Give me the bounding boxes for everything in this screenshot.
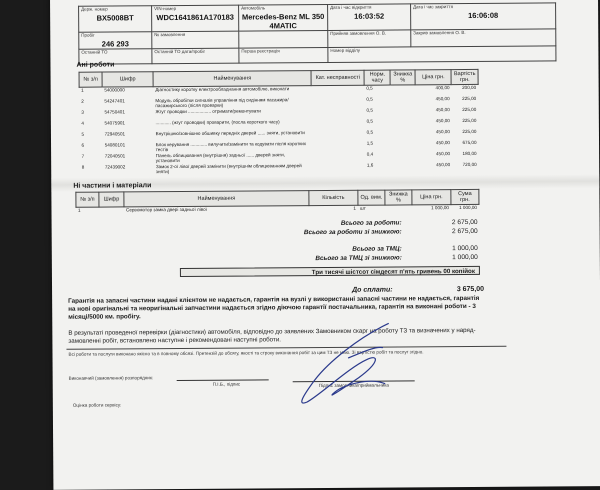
parts-discount-label: Всього за ТМЦ зі знижкою:	[315, 254, 402, 263]
cell-norm: 1,5	[366, 140, 374, 146]
cell-n: 2	[81, 98, 84, 104]
col-discount: Знижка %	[385, 190, 412, 205]
label-close: Дата і час закриття	[413, 4, 454, 10]
col-name: Найменування	[153, 71, 311, 87]
cell-norm: 0,5	[366, 129, 374, 135]
cell-name: ............ (жгут проводки) проварити, (посла короткого часу)	[155, 119, 280, 126]
col-category: Кат. несправності	[311, 70, 364, 85]
label-first-reg: Перша реєстрація	[241, 48, 280, 54]
pay-value: 3 675,00	[456, 285, 485, 294]
cell-total: 675,00	[462, 139, 477, 146]
cell-code: 54080101	[104, 142, 126, 148]
cell-code: 54247401	[104, 98, 125, 104]
cell-total: 225,00	[462, 128, 477, 135]
col-n: № з/п	[79, 72, 102, 87]
parts-discount-value: 1 000,00	[452, 253, 478, 262]
label-closed: Закрив замовлення О. В.	[413, 30, 466, 36]
label-dept: Номер відділу	[330, 47, 361, 53]
cell-code: 72040501	[104, 153, 126, 159]
plate-number: BX5008BT	[96, 13, 134, 23]
cell-unit: шт	[359, 205, 366, 211]
acceptance-text: Всі роботи та послуги виконано якісно та в повному обсязі. Претензій до обсягу, якості та строку виконання робіт за цим ТЗ не маю. Зі вартістю робіт та послуг згідно.	[68, 349, 424, 357]
cell-n: 1	[77, 207, 81, 213]
col-code: Шифр	[102, 72, 153, 87]
cell-code: 72940501	[104, 131, 126, 137]
cell-name: Внутрішню/зовнішню обшивку передніх дверей ...... зняти, установити	[155, 130, 305, 137]
cell-n: 7	[81, 153, 85, 159]
col-discount: Знижка %	[390, 70, 415, 85]
works-total-label: Всього за роботи:	[340, 219, 402, 227]
label-order: № замовлення	[154, 31, 186, 38]
works-table	[79, 69, 480, 176]
cell-norm: 0,4	[366, 151, 374, 157]
cell-norm: 0,5	[366, 85, 373, 91]
cell-total: 200,00	[462, 84, 477, 91]
cell-price: 450,00	[435, 96, 450, 102]
amount-in-words: Три тисячі шістсот сімдесят п'ять гривень 00 копійок	[180, 266, 480, 277]
cell-price: 450,00	[436, 162, 451, 168]
col-name: Найменування	[124, 191, 309, 207]
close-time: 16:06:08	[468, 10, 499, 20]
label-plate: Держ. номер	[81, 6, 108, 12]
cell-n: 8	[81, 164, 85, 170]
service-rating-label: Оцінка роботи сервісу:	[72, 402, 122, 408]
cell-code: 54075901	[104, 120, 126, 126]
works-discount-value: 2 675,00	[451, 227, 478, 236]
label-car: Автомобіль	[241, 5, 266, 11]
document-page	[50, 0, 600, 490]
open-time: 16:03:52	[354, 11, 385, 21]
col-total: Вартість грн.	[451, 69, 478, 84]
cell-code: 54000000	[104, 87, 125, 93]
cell-name: Замок 2-ої лівої дверей замінити (внутрішнім облицюванням дверей зняти)	[155, 163, 302, 175]
label-last-to-date: Останній ТО дата/пробіг	[154, 48, 206, 55]
cell-code: 54750401	[104, 109, 125, 115]
cell-price: 450,00	[435, 107, 450, 113]
cell-total: 720,00	[462, 161, 477, 168]
parts-section-title: Ні частини і матеріали	[73, 182, 152, 190]
parts-table	[75, 189, 479, 219]
cell-price: 450,00	[435, 140, 450, 146]
parts-total-value: 1 000,00	[452, 244, 478, 253]
parts-total-label: Всього за ТМЦ:	[352, 245, 402, 253]
cell-name: Діагностику коротку електрообладнання автомобілю, виконати	[155, 86, 290, 93]
col-total: Сума грн.	[451, 189, 479, 204]
cell-name: Блок керування ............. вилучити/замінити та кодувати після коротких тестів	[155, 141, 307, 153]
label-last-to: Останній ТО	[81, 49, 108, 55]
cell-price: 400,00	[435, 85, 450, 91]
cell-name: Панель облицювання (внутрішня) задньої ...... дверей зняти, установити	[155, 152, 285, 164]
cell-price: 450,00	[435, 118, 450, 124]
cell-price: 1 000,00	[431, 205, 449, 211]
mileage-value: 246 293	[101, 39, 129, 49]
cell-price: 450,00	[435, 151, 451, 157]
pib-label: П.І.Б., підпис	[212, 381, 241, 387]
cell-code: 72439002	[104, 164, 126, 170]
cell-norm: 1,6	[366, 162, 374, 168]
cell-code	[99, 207, 124, 219]
cell-total: 1 000,00	[459, 204, 477, 211]
col-qty: Кількість	[309, 190, 358, 205]
handwritten-signature	[288, 317, 399, 410]
cell-n: 1	[81, 87, 84, 93]
pay-label: До сплати:	[352, 286, 393, 294]
label-vin: VIN-номер	[154, 6, 177, 12]
cell-n: 3	[81, 109, 84, 115]
label-mileage: Пробіг	[81, 32, 95, 38]
cell-qty: 1	[353, 205, 357, 211]
cell-n: 6	[81, 142, 85, 148]
works-total-value: 2 675,00	[451, 218, 478, 227]
label-open: Дата і час відкриття	[330, 4, 372, 10]
vin-number: WDC1641861A170183	[156, 12, 234, 23]
inspection-result-text: В результаті проведеної перевірки (діагностики) автомобіля, відповідно до заявлених Замовником скарг на роботу ТЗ та визначених у наряд-замовленні робіт, встановлено наступне і рекомендовані наступні роботи.	[68, 326, 476, 345]
label-accepted: Прийняв замовлення О. В.	[330, 30, 387, 36]
customer-signature-label: Підпис замовника/приймальника	[318, 382, 389, 389]
cell-norm: 0,5	[366, 107, 373, 113]
cell-name: Модуль обробітки сигналів управління під сидінням пасажира/пасажирського (після проварки)	[155, 97, 289, 109]
works-discount-label: Всього за роботи зі знижкою:	[303, 228, 402, 237]
cell-norm: 0,5	[366, 118, 373, 124]
col-norm: Норм. часу	[364, 70, 390, 85]
col-n: № з/п	[76, 192, 99, 207]
car-model: Mercedes-Benz ML 350 4MATIC	[241, 11, 325, 31]
header-table	[78, 2, 556, 64]
cell-n: 5	[81, 131, 85, 137]
executed-label: Виконавчий (замовлення) розпорядник:	[68, 375, 154, 381]
cell-price: 450,00	[435, 129, 450, 135]
works-section-title: Ані роботи	[76, 61, 115, 69]
cell-norm: 0,5	[366, 96, 373, 102]
table-row	[76, 204, 479, 218]
cell-total: 180,00	[462, 150, 477, 157]
col-unit: Од. вим.	[358, 190, 385, 205]
cell-total: 225,00	[462, 117, 477, 124]
col-price: Ціна грн.	[412, 190, 451, 205]
cell-total: 225,00	[462, 106, 477, 113]
col-code: Шифр	[99, 192, 124, 207]
cell-name: Сервомотор замка двері задньої лівої	[125, 206, 207, 213]
col-price: Ціна грн.	[415, 70, 451, 85]
cell-n: 4	[81, 120, 84, 126]
cell-name: Жгут проводки .................. отримати/ремонтувати	[155, 108, 261, 115]
table-row	[80, 162, 479, 176]
cell-total: 225,00	[462, 95, 477, 102]
guarantee-text: Гарантія на запасні частини надані клієнтом не надається, гарантія на вузлі у використанні запасні частини не надається, гарантія на нові оригінальні та неоригінальні запчастини надається згідно діючою гарантії постачальника, гарантія на виконані роботи - 3 місяці/5000 км. пробігу.	[68, 294, 480, 321]
